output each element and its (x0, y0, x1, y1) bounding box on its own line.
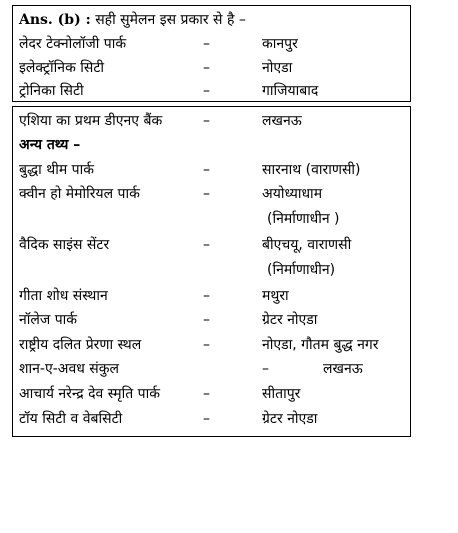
match-dash: – (203, 83, 210, 99)
fact-row (19, 308, 406, 332)
fact-note: (निर्माणाधीन) (267, 262, 336, 278)
fact-place: मथुरा (262, 288, 289, 304)
fact-place: ग्रेटर नोएडा (262, 411, 318, 427)
fact-row (19, 357, 406, 381)
fact-name: क्वीन हो मेमोरियल पार्क (19, 186, 140, 202)
fact-place: बीएचयू, वाराणसी (262, 237, 352, 253)
fact-row (19, 333, 406, 357)
fact-name: बुद्धा थीम पार्क (19, 162, 94, 178)
fact-dash: – (203, 237, 210, 253)
fact-place: ग्रेटर नोएडा (262, 312, 318, 328)
answer-text: सही सुमेलन इस प्रकार से है – (90, 12, 246, 28)
bank-row (19, 109, 406, 133)
fact-dash: – (203, 162, 210, 178)
other-facts-box (12, 106, 411, 437)
fact-row (19, 158, 406, 182)
match-name: एशिया का प्रथम डीएनए बैंक (19, 113, 163, 129)
fact-row (19, 407, 406, 431)
fact-dash: – (203, 312, 210, 328)
fact-row (19, 182, 406, 206)
fact-dash: – (203, 288, 210, 304)
match-name: ट्रोनिका सिटी (19, 83, 84, 99)
fact-place: सारनाथ (वाराणसी) (262, 162, 361, 178)
fact-note-row (19, 258, 406, 282)
fact-name: गीता शोध संस्थान (19, 288, 108, 304)
fact-dash: – (203, 411, 210, 427)
fact-name: राष्ट्रीय दलित प्रेरणा स्थल (19, 337, 142, 353)
match-place: नोएडा (262, 60, 293, 76)
fact-dash: – (203, 186, 210, 202)
match-row (19, 32, 406, 56)
match-name: लेदर टेक्नोलॉजी पार्क (19, 36, 127, 52)
fact-place: लखनऊ (323, 361, 363, 377)
match-row (19, 79, 406, 103)
fact-row (19, 382, 406, 406)
answer-label: Ans. (b) : (19, 12, 91, 28)
fact-dash: – (203, 337, 210, 353)
match-place: कानपुर (262, 36, 298, 52)
fact-name: शान-ए-अवध संकुल (19, 361, 120, 377)
fact-row (19, 284, 406, 308)
match-row (19, 56, 406, 80)
fact-place: सीतापुर (262, 386, 301, 402)
heading-text: अन्य तथ्य – (19, 137, 81, 153)
fact-name: टॉय सिटी व वेबसिटी (19, 411, 123, 427)
other-facts-heading (19, 133, 406, 157)
fact-place: अयोध्याधाम (262, 186, 323, 202)
fact-row (19, 233, 406, 257)
fact-dash: – (262, 361, 269, 377)
match-dash: – (203, 113, 210, 129)
fact-note: (निर्माणाधीन ) (267, 211, 340, 227)
match-place: लखनऊ (262, 113, 302, 129)
match-place: गाजियाबाद (262, 83, 319, 99)
fact-note-row (19, 207, 406, 231)
fact-place: नोएडा, गौतम बुद्ध नगर (262, 337, 379, 353)
fact-dash: – (203, 386, 210, 402)
match-name: इलेक्ट्रॉनिक सिटी (19, 60, 105, 76)
fact-name: नॉलेज पार्क (19, 312, 78, 328)
match-dash: – (203, 60, 210, 76)
match-dash: – (203, 36, 210, 52)
fact-name: वैदिक साइंस सेंटर (19, 237, 110, 253)
fact-name: आचार्य नरेन्द्र देव स्मृति पार्क (19, 386, 160, 402)
answer-header-box (12, 5, 411, 102)
answer-intro (19, 8, 406, 32)
